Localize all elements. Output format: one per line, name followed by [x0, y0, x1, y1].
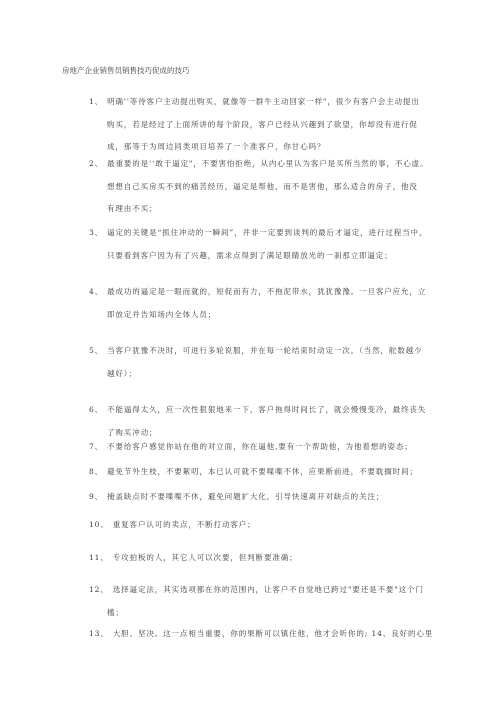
item-continuation-line: [107, 245, 449, 268]
list-item: [89, 514, 449, 537]
item-text: 逼定的关键是“抓住冲动的一瞬间”，并非一定要到谈判的最后才逼定，进行过程当中，: [107, 228, 428, 237]
item-first-line: [89, 547, 449, 570]
item-text: 不要给客户感觉你站在他的对立面，你在逼他,要有一个帮助他，为他着想的姿态；: [107, 442, 413, 451]
item-text: 越好）；: [107, 368, 137, 378]
item-number: 9、: [89, 492, 104, 501]
list-item: [89, 281, 449, 326]
item-text: 最重要的是'‘敢于逼定"，不要害怕拒绝，从内心里认为客户是买所当然的事，不心虚。: [107, 159, 429, 168]
list-item: [89, 340, 449, 385]
item-text: 有理由不买；: [107, 204, 158, 213]
item-first-line: [89, 91, 449, 114]
item-text: 购买，若是经过了上面所讲的每个阶段，客户已经从兴趣到了欲望，你却没有进行促: [107, 119, 418, 129]
item-number: 1、: [89, 97, 104, 106]
item-text: 明确''等待客户主动提出购买，就像等一群牛主动回家一样"，很少有客户会主动提出: [107, 97, 420, 106]
item-first-line: [89, 222, 449, 245]
item-number: 11、: [89, 553, 109, 562]
item-first-line: [89, 281, 449, 304]
item-text: 槛；: [107, 607, 124, 617]
item-number: 4、: [89, 287, 104, 296]
item-text: 大胆、坚决。这一点相当重要，你的果断可以镇住他，他才会听你的; 14、良好的心里: [112, 629, 434, 638]
item-number: 7、: [89, 442, 104, 451]
list-item: [89, 222, 449, 267]
item-text: 最成功的逼定是一眼而就的，短促而有力，不拖泥带水，犹犹豫豫。一旦客户应允，立: [107, 287, 427, 296]
item-text: 掩盖缺点时不要喋喋不休，避免问题扩大化，引导快速离开对缺点的关注；: [107, 492, 385, 501]
item-first-line: [89, 436, 449, 459]
item-text: 想想自己买房买不到的痛苦经历，逼定是帮他，而不是害他，那么适合的房子，他没: [107, 181, 418, 191]
item-first-line: [89, 461, 449, 484]
item-number: 6、: [89, 405, 104, 414]
item-first-line: [89, 579, 449, 602]
item-number: 10、: [89, 520, 109, 529]
item-continuation-line: [107, 363, 449, 386]
item-first-line: [89, 623, 449, 646]
item-number: 12、: [89, 585, 109, 594]
item-number: 3、: [89, 228, 104, 237]
item-number: 13、: [89, 629, 109, 638]
item-continuation-line: [107, 602, 449, 625]
list-item: [89, 623, 449, 646]
list-item: [89, 547, 449, 570]
list-item: [89, 153, 449, 221]
item-number: 2、: [89, 159, 104, 168]
item-continuation-line: [107, 198, 449, 221]
item-number: 8、: [89, 467, 104, 476]
list-item: [89, 486, 449, 509]
item-number: 5、: [89, 346, 104, 355]
list-item: [89, 436, 449, 459]
item-first-line: [89, 340, 449, 363]
document-title: 房地产企业销售员销售技巧促成的技巧: [62, 66, 190, 75]
list-item: [89, 579, 449, 624]
item-continuation-line: [107, 304, 449, 327]
item-first-line: [89, 514, 449, 537]
item-continuation-line: [107, 114, 449, 137]
list-item: [89, 91, 449, 159]
item-first-line: [89, 399, 449, 422]
item-text: 重复客户认可的卖点，不断打动客户；: [112, 520, 256, 529]
item-continuation-line: [107, 176, 449, 199]
item-first-line: [89, 153, 449, 176]
item-text: 成，那等于为周边同类项目培养了一个准客户，你甘心吗？: [107, 142, 326, 151]
item-text: 当客户犹豫不决时，可进行多轮说服，并在每一轮结束时动定一次。（当然，舵数越少: [107, 346, 423, 355]
item-text: 不能逼得太久，应一次性狠狠地来一下，客户拖得时间长了，就会慢慢变冷，最终丧失: [107, 405, 427, 414]
item-text: 选择逼定法，其实选项都在你的范围内，让客户不自觉地已跨过"要还是不要"这个门: [112, 585, 424, 594]
item-text: 即放定并告知场内全体人员；: [107, 309, 217, 319]
item-first-line: [89, 486, 449, 509]
item-text: 避免节外生枝，不要絮叨，本已认可就不要喋喋不休，应果断前进，不要耽搁时间；: [107, 467, 418, 476]
item-text: 专攻拍板的人，其它人可以次要，但判断要准确；: [112, 553, 298, 562]
item-text: 了购买冲动；: [107, 427, 158, 437]
item-text: 只要看到客户因为有了兴趣，需求点得到了满足眼睛放光的一刹那立即逼定；: [107, 250, 393, 260]
list-item: [89, 461, 449, 484]
